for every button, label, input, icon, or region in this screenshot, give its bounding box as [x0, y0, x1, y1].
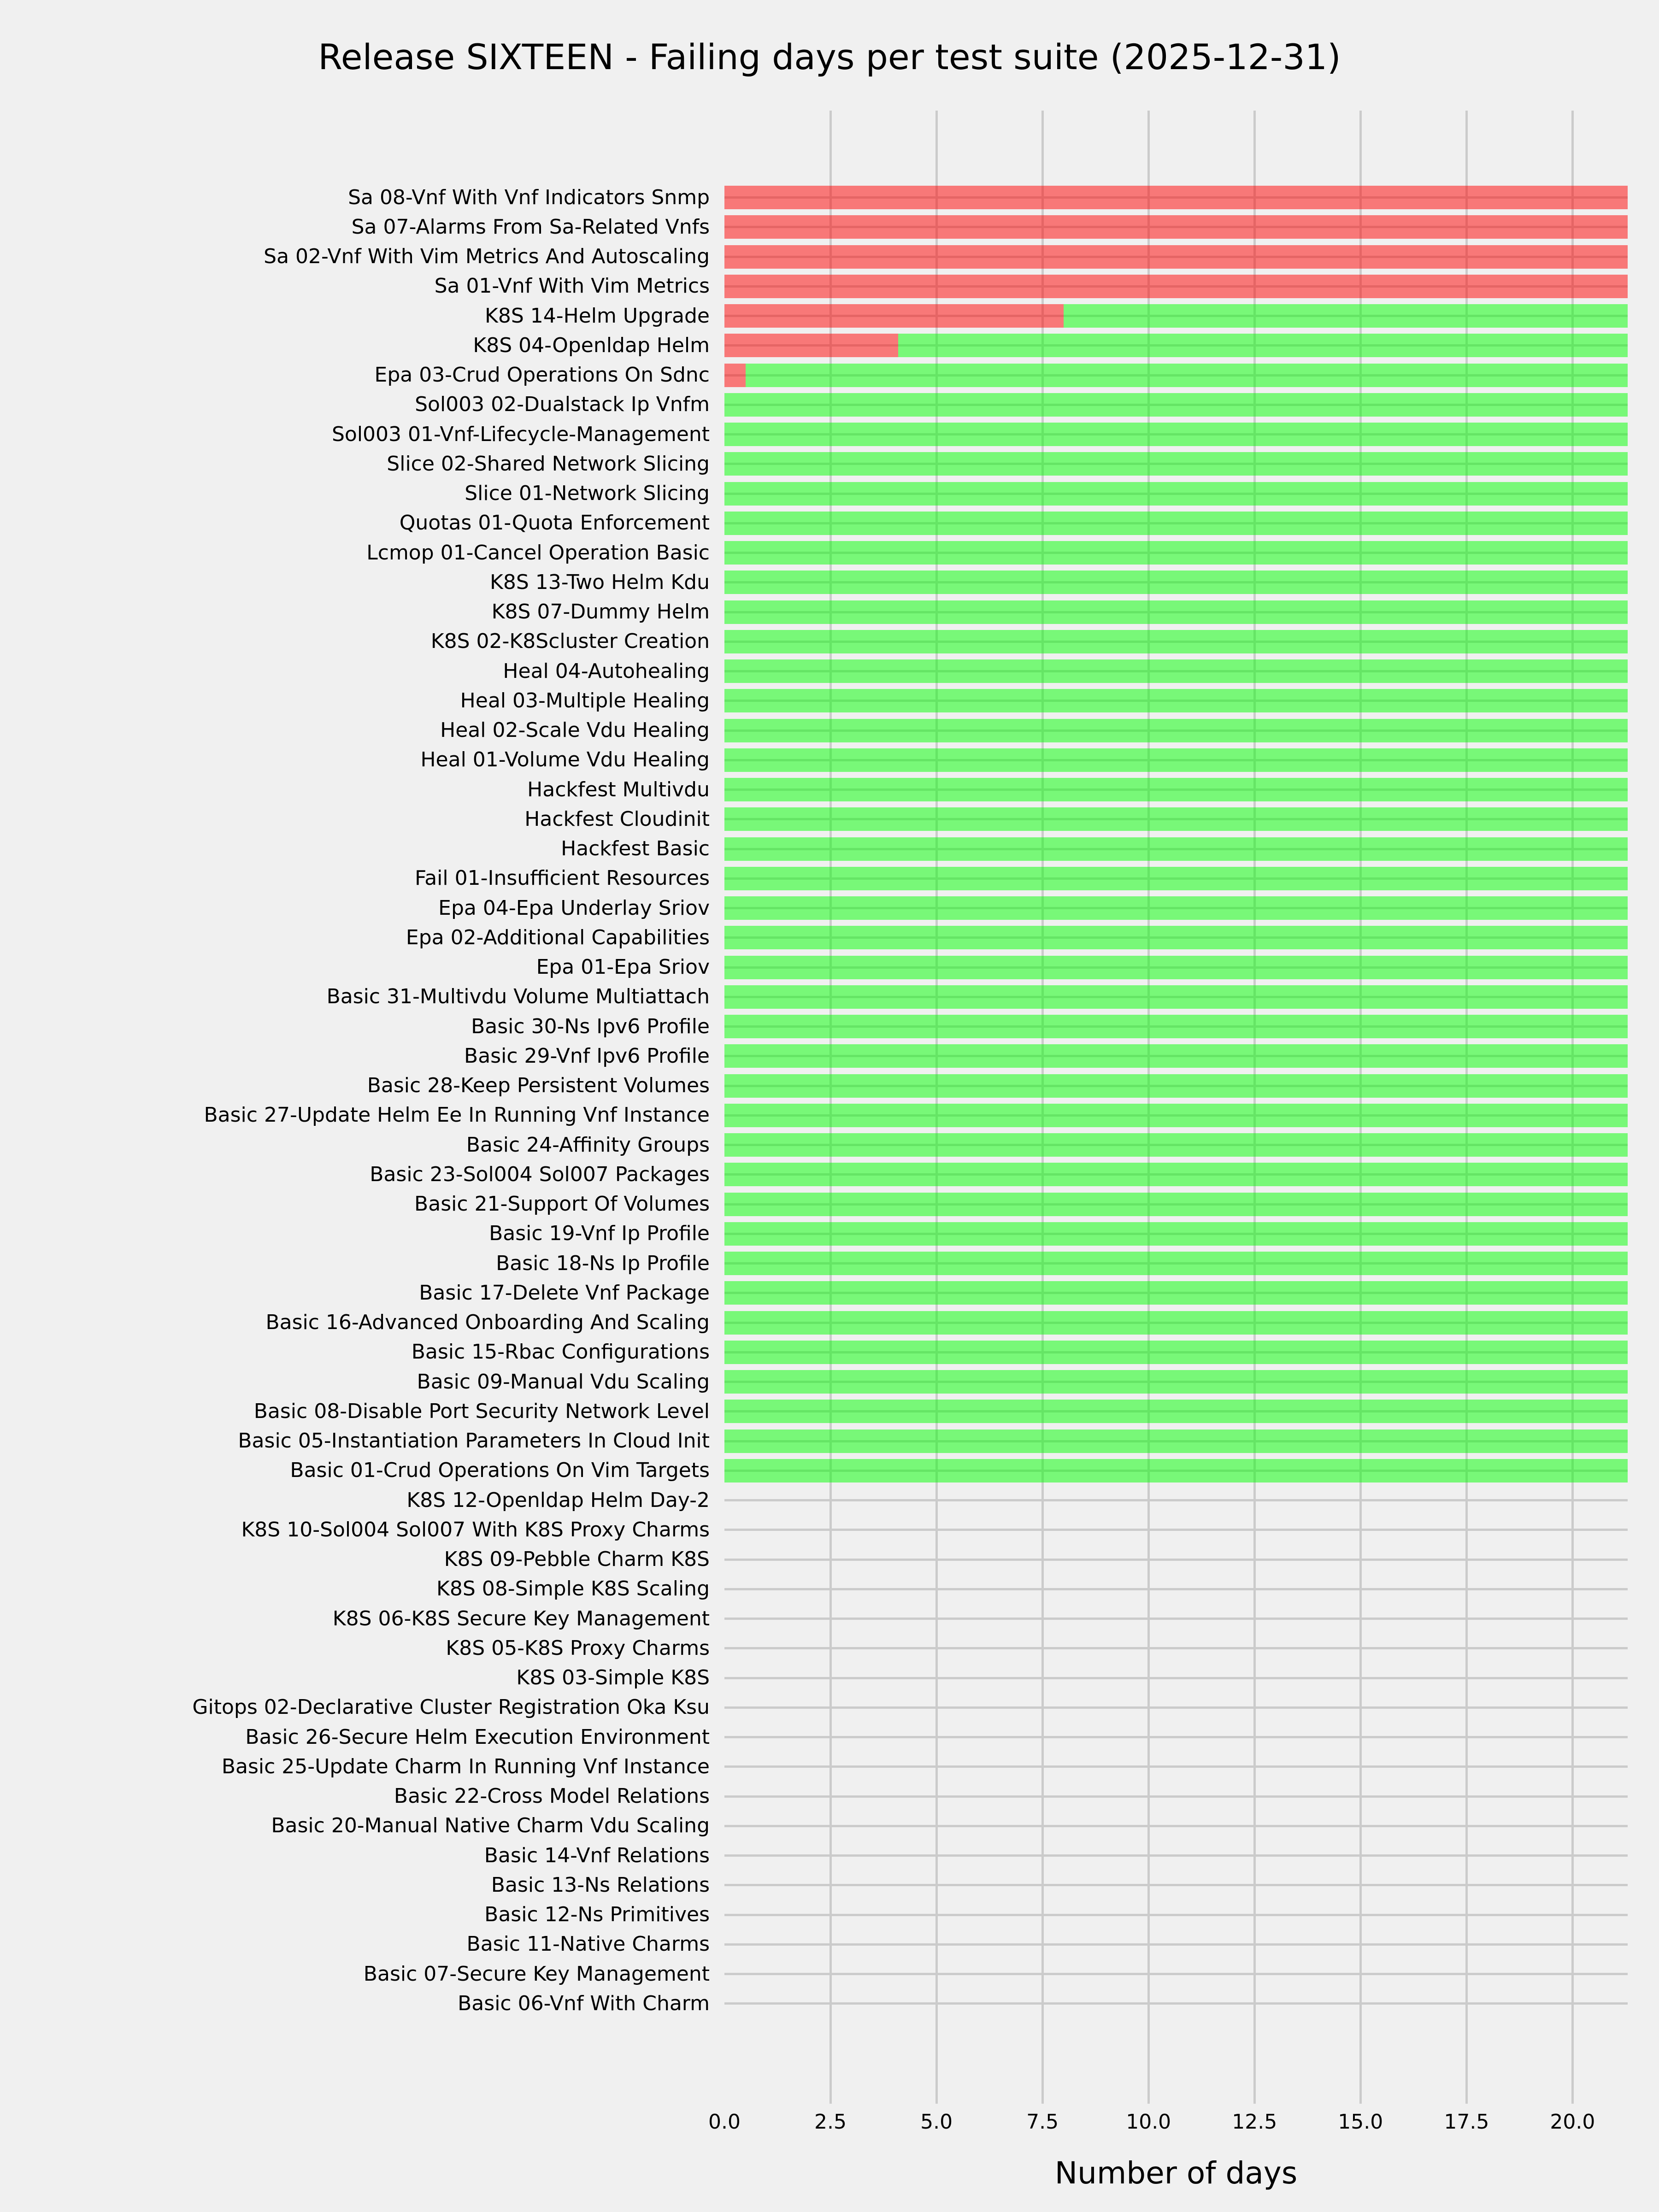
y-axis-label: Basic 17-Delete Vnf Package	[419, 1281, 710, 1305]
y-axis-label: Basic 05-Instantiation Parameters In Cloud Init	[238, 1429, 710, 1453]
x-tick-label: 20.0	[1550, 2110, 1595, 2134]
y-axis-label: Gitops 02-Declarative Cluster Registration Oka Ksu	[192, 1695, 710, 1719]
y-axis-label: Sa 01-Vnf With Vim Metrics	[434, 274, 710, 298]
y-axis-label: Sol003 01-Vnf-Lifecycle-Management	[331, 422, 710, 446]
chart-title: Release SIXTEEN - Failing days per test suite (2025-12-31)	[318, 36, 1341, 77]
y-axis-label: Sa 08-Vnf With Vnf Indicators Snmp	[348, 185, 710, 209]
y-axis-label: Quotas 01-Quota Enforcement	[399, 511, 710, 535]
y-axis-label: Heal 04-Autohealing	[503, 659, 710, 683]
y-axis-label: Heal 02-Scale Vdu Healing	[440, 718, 710, 742]
y-axis-label: Basic 22-Cross Model Relations	[394, 1784, 710, 1808]
y-axis-label: K8S 05-K8S Proxy Charms	[446, 1636, 710, 1660]
y-axis-label: Basic 25-Update Charm In Running Vnf Instance	[221, 1754, 710, 1778]
y-axis-label: Basic 29-Vnf Ipv6 Profile	[464, 1044, 710, 1068]
y-axis-label: Hackfest Basic	[561, 837, 710, 860]
y-axis-label: Hackfest Cloudinit	[524, 807, 710, 831]
y-axis-label: Basic 18-Ns Ip Profile	[496, 1251, 710, 1275]
y-axis-label: Slice 01-Network Slicing	[465, 482, 710, 505]
y-axis-label: Epa 03-Crud Operations On Sdnc	[374, 363, 710, 387]
y-axis-label: Basic 15-Rbac Configurations	[411, 1340, 710, 1364]
y-axis-label: K8S 14-Helm Upgrade	[485, 304, 710, 328]
y-axis-label: Basic 13-Ns Relations	[491, 1873, 710, 1897]
y-axis-label: Basic 31-Multivdu Volume Multiattach	[326, 985, 710, 1009]
y-axis-label: K8S 13-Two Helm Kdu	[490, 570, 710, 594]
y-axis-label: K8S 09-Pebble Charm K8S	[444, 1547, 710, 1571]
y-axis-label: K8S 03-Simple K8S	[516, 1666, 710, 1689]
y-axis-label: K8S 08-Simple K8S Scaling	[436, 1577, 710, 1601]
x-tick-label: 0.0	[708, 2110, 741, 2134]
y-axis-label: Sa 07-Alarms From Sa-Related Vnfs	[351, 215, 710, 239]
x-tick-label: 5.0	[920, 2110, 953, 2134]
x-tick-label: 12.5	[1232, 2110, 1277, 2134]
y-axis-label: Hackfest Multivdu	[527, 777, 710, 801]
y-axis-label: Fail 01-Insufficient Resources	[414, 866, 710, 890]
y-axis-label: Lcmop 01-Cancel Operation Basic	[366, 541, 710, 565]
y-axis-label: Basic 11-Native Charms	[466, 1932, 710, 1956]
y-axis-label: Basic 19-Vnf Ip Profile	[489, 1222, 710, 1246]
y-axis-label: K8S 02-K8Scluster Creation	[430, 629, 710, 653]
y-axis-label: Basic 16-Advanced Onboarding And Scaling	[265, 1311, 710, 1334]
y-axis-label: Basic 01-Crud Operations On Vim Targets	[290, 1459, 710, 1483]
y-axis-label: Sa 02-Vnf With Vim Metrics And Autoscaling	[264, 245, 710, 268]
y-axis-label: Epa 01-Epa Sriov	[536, 955, 710, 979]
y-axis-label: Slice 02-Shared Network Slicing	[387, 452, 710, 476]
y-axis-label: Basic 08-Disable Port Security Network Level	[253, 1399, 710, 1423]
x-tick-label: 7.5	[1026, 2110, 1059, 2134]
y-axis-label: Basic 09-Manual Vdu Scaling	[417, 1370, 710, 1394]
y-axis-label: Heal 03-Multiple Healing	[460, 688, 710, 712]
y-axis-label: Basic 20-Manual Native Charm Vdu Scaling	[271, 1814, 710, 1838]
y-axis-label: Basic 12-Ns Primitives	[484, 1903, 710, 1926]
y-axis-label: K8S 07-Dummy Helm	[491, 600, 710, 624]
y-axis-label: Heal 01-Volume Vdu Healing	[420, 748, 710, 772]
y-axis-label: K8S 10-Sol004 Sol007 With K8S Proxy Charms	[241, 1518, 710, 1541]
y-axis-label: Basic 26-Secure Helm Execution Environment	[245, 1725, 710, 1749]
y-axis-label: Basic 14-Vnf Relations	[484, 1843, 710, 1867]
x-tick-label: 15.0	[1338, 2110, 1383, 2134]
x-axis-title: Number of days	[1054, 2155, 1298, 2191]
y-axis-label: Epa 04-Epa Underlay Sriov	[438, 896, 710, 920]
y-axis-label: Basic 30-Ns Ipv6 Profile	[471, 1014, 710, 1038]
y-axis-label: Basic 27-Update Helm Ee In Running Vnf Instance	[204, 1103, 710, 1127]
y-axis-label: Basic 21-Support Of Volumes	[414, 1192, 710, 1216]
y-axis-label: K8S 04-Openldap Helm	[473, 333, 710, 357]
x-tick-label: 10.0	[1126, 2110, 1171, 2134]
y-axis-label: Basic 24-Affinity Groups	[466, 1133, 710, 1157]
y-axis-label: Sol003 02-Dualstack Ip Vnfm	[415, 393, 710, 417]
y-axis-label: Basic 28-Keep Persistent Volumes	[367, 1074, 710, 1097]
y-axis-label: K8S 12-Openldap Helm Day-2	[406, 1488, 710, 1512]
y-axis-label: Basic 06-Vnf With Charm	[458, 1991, 710, 2015]
y-axis-label: Basic 23-Sol004 Sol007 Packages	[370, 1162, 710, 1186]
x-tick-label: 17.5	[1444, 2110, 1489, 2134]
y-axis-label: Epa 02-Additional Capabilities	[406, 925, 710, 949]
x-tick-label: 2.5	[814, 2110, 847, 2134]
y-axis-label: Basic 07-Secure Key Management	[363, 1962, 710, 1986]
y-axis-label: K8S 06-K8S Secure Key Management	[332, 1606, 710, 1630]
